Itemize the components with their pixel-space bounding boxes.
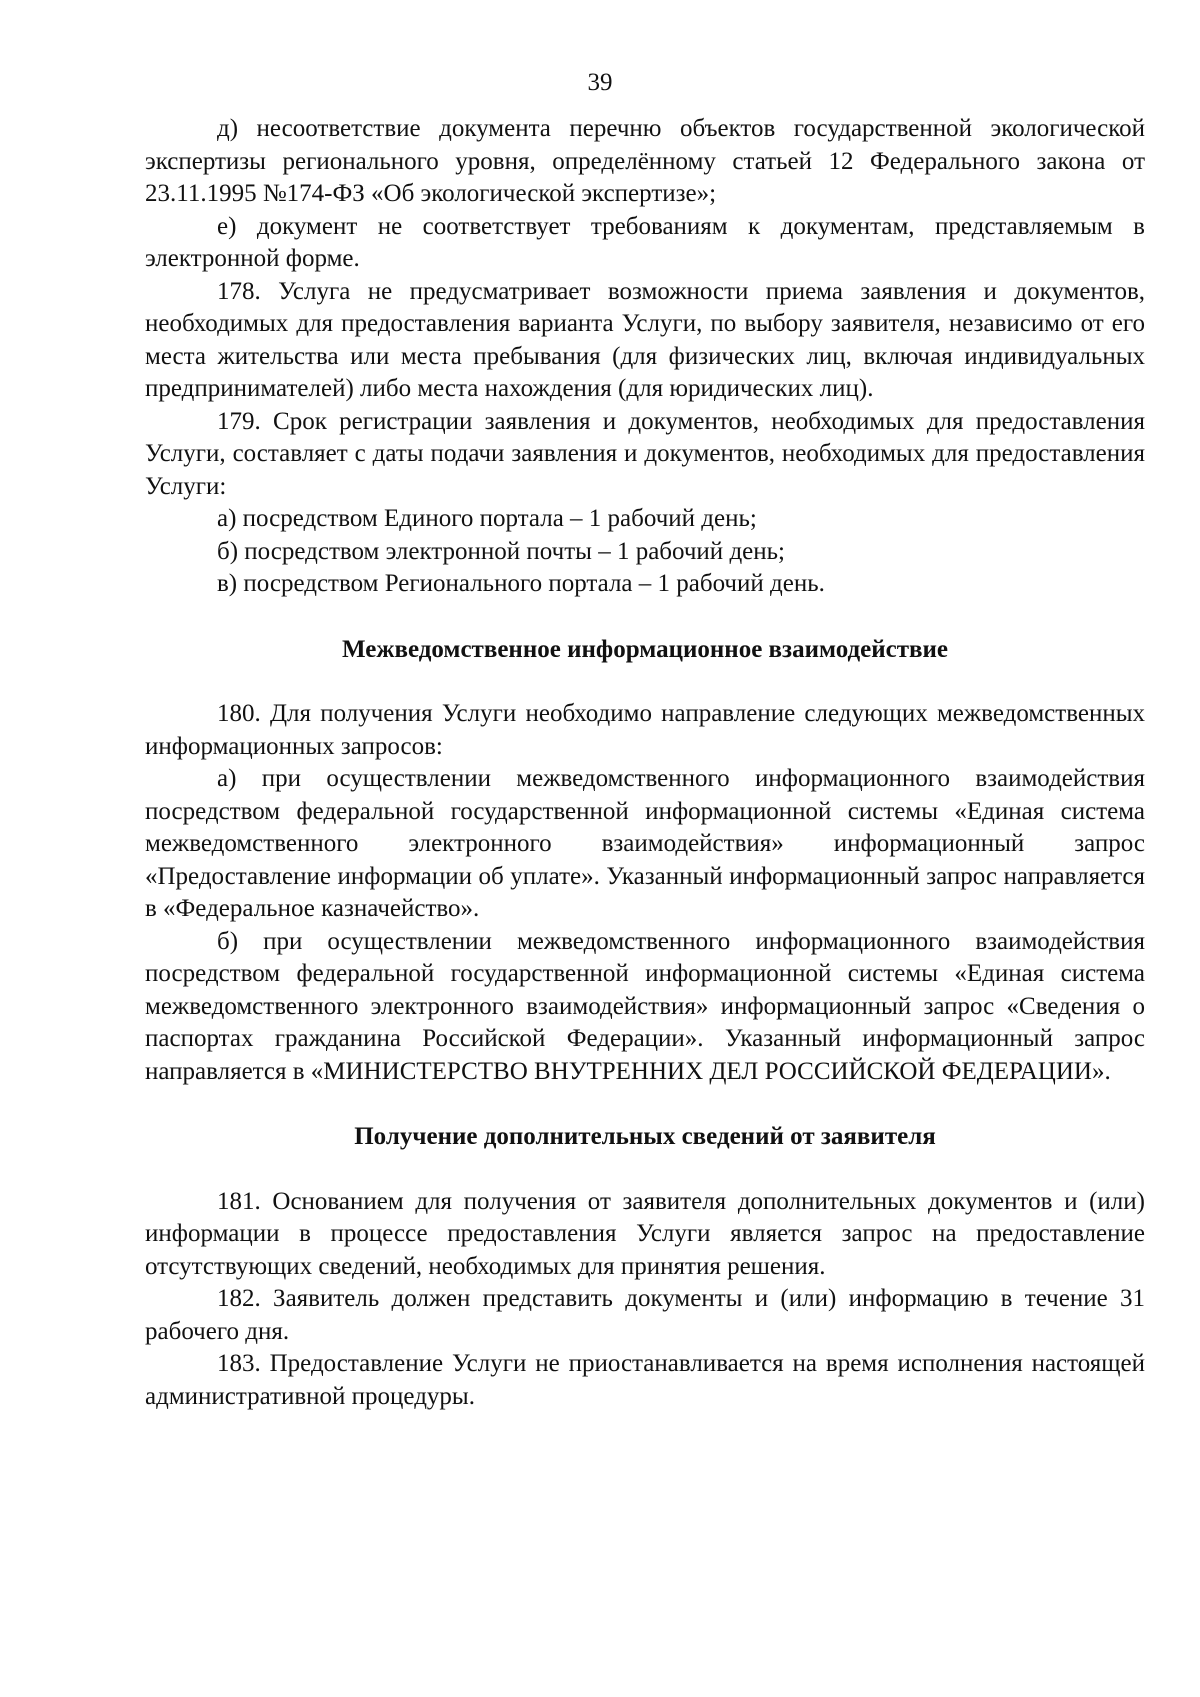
- paragraph-item-e: е) документ не соответствует требованиям к документам, представляемым в электронной форме.: [145, 212, 1145, 272]
- section-heading-interagency: Межведомственное информационное взаимодействие: [342, 635, 948, 663]
- section-heading-additional-info: Получение дополнительных сведений от заявителя: [354, 1123, 936, 1150]
- paragraph-178: 178. Услуга не предусматривает возможности приема заявления и документов, необходимых для предоставления варианта Услуги, по выбору заявителя, независимо от его места жительства или места пребывания (для физических лиц, включая индивидуальных предпринимателей) либо места нахождения (для юридических лиц).: [145, 277, 1145, 402]
- document-body: [145, 113, 1145, 1413]
- paragraph-181: 181. Основанием для получения от заявителя дополнительных документов и (или) информации в процессе предоставления Услуги является запрос на предоставление отсутствующих сведений, необходимых для принятия решения.: [145, 1187, 1145, 1280]
- paragraph-179: 179. Срок регистрации заявления и документов, необходимых для предоставления Услуги, составляет с даты подачи заявления и документов, необходимых для предоставления Услуги:: [145, 407, 1145, 500]
- paragraph-180: 180. Для получения Услуги необходимо направление следующих межведомственных информационных запросов:: [145, 700, 1145, 760]
- paragraph-179-a: а) посредством Единого портала – 1 рабочий день;: [217, 505, 757, 532]
- paragraph-180-a: а) при осуществлении межведомственного информационного взаимодействия посредством федеральной государственной информационной системы «Единая система межведомственного электронного взаимодействия» информационный запрос «Предоставление информации об уплате». Указанный информационный запрос направляется в «Федеральное казначейство».: [145, 765, 1145, 922]
- paragraph-179-b: б) посредством электронной почты – 1 рабочий день;: [217, 537, 785, 565]
- paragraph-179-v: в) посредством Регионального портала – 1 рабочий день.: [217, 570, 825, 597]
- paragraph-item-d: д) несоответствие документа перечню объектов государственной экологической экспертизы регионального уровня, определённому статьей 12 Федерального закона от 23.11.1995 №174-ФЗ «Об экологической экспертизе»;: [145, 115, 1145, 207]
- paragraph-180-b: б) при осуществлении межведомственного информационного взаимодействия посредством федеральной государственной информационной системы «Единая система межведомственного электронного взаимодействия» информационный запрос «Сведения о паспортах гражданина Российской Федерации». Указанный информационный запрос направляется в «МИНИСТЕРСТВО ВНУТРЕННИХ ДЕЛ РОССИЙСКОЙ ФЕДЕРАЦИИ».: [145, 927, 1145, 1085]
- paragraph-182: 182. Заявитель должен представить документы и (или) информацию в течение 31 рабочего дня.: [145, 1285, 1145, 1345]
- paragraph-183: 183. Предоставление Услуги не приостанавливается на время исполнения настоящей административной процедуры.: [145, 1350, 1145, 1410]
- page-number: 39: [587, 69, 613, 96]
